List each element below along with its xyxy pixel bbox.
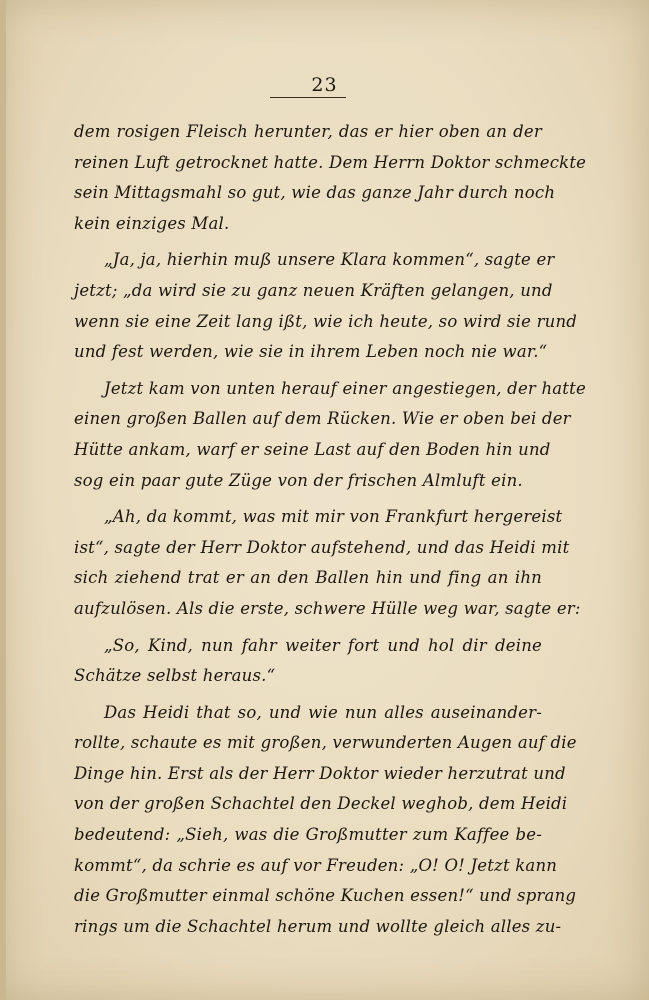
text-line: von der großen Schachtel den Deckel weghob, dem Heidi (74, 794, 568, 814)
text-line: einen großen Ballen auf dem Rücken. Wie er oben bei der (74, 409, 571, 429)
text-line: bedeutend: „Sieh, was die Großmutter zum Kaffee be- (74, 825, 542, 845)
text-line: reinen Luft getrocknet hatte. Dem Herrn Doktor schmeckte (74, 152, 587, 172)
text-line: kein einziges Mal. (74, 213, 230, 233)
text-line: und fest werden, wie sie in ihrem Leben noch nie war.“ (74, 342, 548, 362)
text-line: wenn sie eine Zeit lang ißt, wie ich heute, so wird sie rund (74, 311, 578, 331)
text-line: kommt“, da schrie es auf vor Freuden: „O! O! Jetzt kann (74, 855, 558, 875)
text-line: „So, Kind, nun fahr weiter fort und hol dir deine (104, 635, 542, 655)
text-line: Hütte ankam, warf er seine Last auf den Boden hin und (74, 439, 551, 459)
body-text (74, 117, 587, 942)
text-line: dem rosigen Fleisch herunter, das er hier oben an der (74, 122, 542, 141)
text-line: Das Heidi that so, und wie nun alles auseinander- (104, 702, 542, 722)
text-line: rollte, schaute es mit großen, verwunderten Augen auf die (74, 733, 577, 753)
text-line: „Ja, ja, hierhin muß unsere Klara kommen“, sagte er (104, 250, 555, 270)
page-number-rule (270, 97, 346, 98)
text-line: Jetzt kam von unten herauf einer angestiegen, der hatte (104, 378, 586, 398)
text-line: die Großmutter einmal schöne Kuchen essen!“ und sprang (74, 886, 577, 906)
text-line: rings um die Schachtel herum und wollte gleich alles zu- (74, 916, 562, 936)
page-edge (0, 0, 6, 1000)
text-line: sich ziehend trat er an den Ballen hin und fing an ihn (74, 568, 542, 588)
text-line: sog ein paar gute Züge von der frischen Almluft ein. (74, 470, 523, 490)
text-line: „Ah, da kommt, was mit mir von Frankfurt hergereist (104, 507, 563, 527)
text-line: ist“, sagte der Herr Doktor aufstehend, und das Heidi mit (74, 537, 570, 557)
text-line: jetzt; „da wird sie zu ganz neuen Kräften gelangen, und (74, 280, 553, 300)
text-line: Schätze selbst heraus.“ (74, 666, 276, 686)
text-line: aufzulösen. Als die erste, schwere Hülle weg war, sagte er: (74, 598, 581, 618)
page-number: 23 (311, 74, 338, 96)
text-line: Dinge hin. Erst als der Herr Doktor wieder herzutrat und (74, 763, 566, 783)
text-line: sein Mittagsmahl so gut, wie das ganze Jahr durch noch (74, 183, 556, 203)
